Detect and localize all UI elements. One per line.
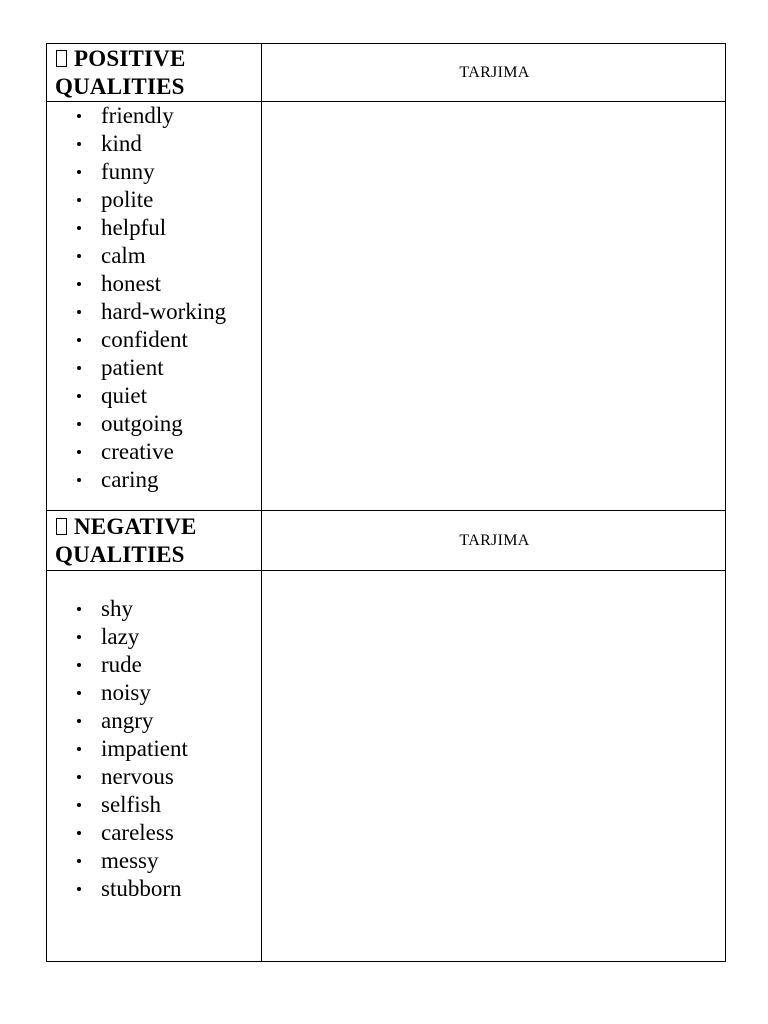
- list-item-text: friendly: [101, 103, 174, 128]
- bullet-icon: [77, 887, 81, 891]
- bullet-icon: [77, 747, 81, 751]
- list-item-text: selfish: [101, 792, 162, 817]
- list-item-text: calm: [101, 243, 146, 268]
- list-item: [47, 679, 261, 707]
- list-item-text: patient: [101, 355, 164, 380]
- bullet-icon: [77, 607, 81, 611]
- bullet-icon: [77, 170, 81, 174]
- list-item: [47, 791, 261, 819]
- bullet-icon: [77, 719, 81, 723]
- bullet-icon: [77, 198, 81, 202]
- list-item-text: noisy: [101, 680, 151, 705]
- list-item-text: rude: [101, 652, 142, 677]
- positive-qualities-heading: [55, 45, 255, 101]
- bullet-icon: [77, 142, 81, 146]
- bullet-icon: [77, 635, 81, 639]
- list-item-text: caring: [101, 467, 159, 492]
- list-item: [47, 847, 261, 875]
- list-item-text: polite: [101, 187, 154, 212]
- list-item: [47, 102, 261, 130]
- list-item: [47, 214, 261, 242]
- bullet-icon: [77, 478, 81, 482]
- list-item: [47, 410, 261, 438]
- list-item-text: careless: [101, 820, 174, 845]
- bullet-icon: [77, 282, 81, 286]
- heading-line2: QUALITIES: [55, 542, 185, 567]
- list-item: [47, 438, 261, 466]
- negative-qualities-list: [47, 595, 261, 903]
- bullet-icon: [77, 310, 81, 314]
- row-divider: [47, 510, 725, 511]
- bullet-icon: [77, 803, 81, 807]
- bullet-icon: [77, 114, 81, 118]
- list-item: [47, 270, 261, 298]
- checkbox-glyph-icon: [56, 518, 67, 535]
- list-item: [47, 158, 261, 186]
- list-item: [47, 651, 261, 679]
- list-item: [47, 707, 261, 735]
- list-item-text: hard-working: [101, 299, 227, 324]
- list-item: [47, 623, 261, 651]
- row-divider: [47, 570, 725, 571]
- list-item: [47, 875, 261, 903]
- bullet-icon: [77, 663, 81, 667]
- list-item-text: nervous: [101, 764, 174, 789]
- list-item: [47, 186, 261, 214]
- positive-qualities-list: [47, 102, 261, 494]
- negative-qualities-heading: [55, 513, 255, 569]
- list-item-text: confident: [101, 327, 188, 352]
- list-item: [47, 763, 261, 791]
- bullet-icon: [77, 254, 81, 258]
- list-item-text: creative: [101, 439, 174, 464]
- list-item-text: honest: [101, 271, 162, 296]
- list-item-text: shy: [101, 596, 133, 621]
- list-item: [47, 298, 261, 326]
- bullet-icon: [77, 366, 81, 370]
- qualities-table: [46, 43, 726, 962]
- list-item-text: lazy: [101, 624, 140, 649]
- heading-line1: NEGATIVE: [74, 514, 197, 539]
- list-item-text: outgoing: [101, 411, 183, 436]
- list-item-text: funny: [101, 159, 155, 184]
- translation-column-header: TARJIMA: [459, 532, 530, 549]
- list-item: [47, 466, 261, 494]
- heading-line1: POSITIVE: [74, 46, 186, 71]
- list-item-text: quiet: [101, 383, 147, 408]
- list-item-text: messy: [101, 848, 159, 873]
- list-item: [47, 735, 261, 763]
- list-item: [47, 382, 261, 410]
- bullet-icon: [77, 691, 81, 695]
- list-item-text: impatient: [101, 736, 188, 761]
- list-item-text: angry: [101, 708, 154, 733]
- list-item-text: helpful: [101, 215, 167, 240]
- bullet-icon: [77, 775, 81, 779]
- bullet-icon: [77, 859, 81, 863]
- bullet-icon: [77, 450, 81, 454]
- translation-column-header: TARJIMA: [459, 64, 530, 81]
- bullet-icon: [77, 338, 81, 342]
- bullet-icon: [77, 226, 81, 230]
- list-item: [47, 595, 261, 623]
- list-item: [47, 130, 261, 158]
- list-item: [47, 819, 261, 847]
- list-item: [47, 326, 261, 354]
- list-item: [47, 354, 261, 382]
- bullet-icon: [77, 831, 81, 835]
- heading-line2: QUALITIES: [55, 74, 185, 99]
- column-divider: [261, 44, 262, 961]
- bullet-icon: [77, 394, 81, 398]
- list-item: [47, 242, 261, 270]
- checkbox-glyph-icon: [56, 50, 67, 67]
- bullet-icon: [77, 422, 81, 426]
- list-item-text: stubborn: [101, 876, 182, 901]
- list-item-text: kind: [101, 131, 142, 156]
